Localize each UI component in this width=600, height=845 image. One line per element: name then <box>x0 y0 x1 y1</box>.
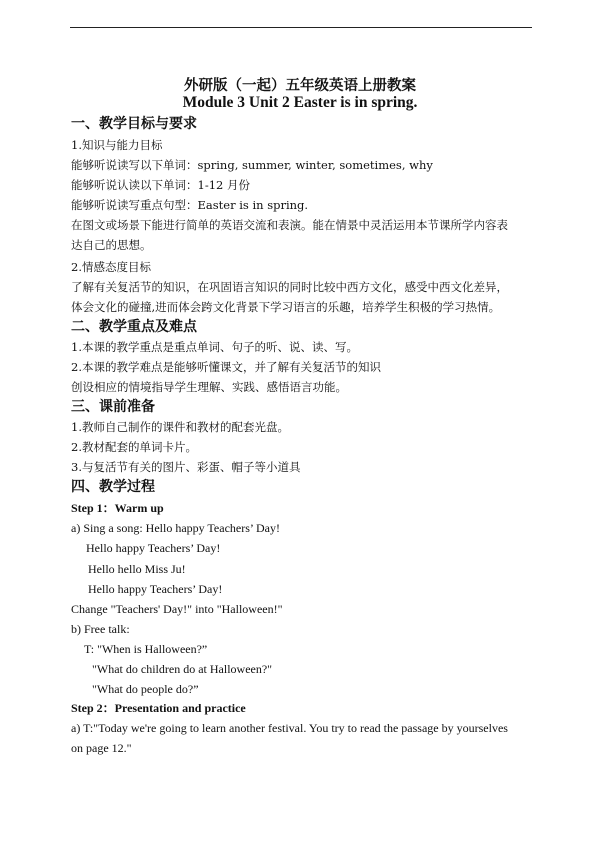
section-heading-1: 一、教学目标与要求 <box>71 116 197 132</box>
text-line: 2.本课的教学难点是能够听懂课文，并了解有关复活节的知识 <box>71 360 381 374</box>
text-line: 在图文或场景下能进行简单的英语交流和表演。能在情景中灵活运用本节课所学内容表 <box>71 218 508 232</box>
text-line: on page 12." <box>71 741 132 755</box>
text-line: 1.教师自己制作的课件和教材的配套光盘。 <box>71 420 289 434</box>
header-rule <box>70 27 532 28</box>
section-heading-4: 四、教学过程 <box>71 479 155 495</box>
step-heading-1: Step 1：Warm up <box>71 501 164 515</box>
song-line: Hello hello Miss Ju! <box>88 562 186 576</box>
section-heading-3: 三、课前准备 <box>71 399 155 415</box>
song-line: Hello happy Teachers’ Day! <box>88 582 223 596</box>
text-line: 能够听说读写重点句型：Easter is in spring. <box>71 198 309 212</box>
text-line: 1.知识与能力目标 <box>71 138 163 152</box>
document-subtitle: Module 3 Unit 2 Easter is in spring. <box>182 94 418 111</box>
text-line: 3.与复活节有关的图片、彩蛋、帽子等小道具 <box>71 460 301 474</box>
song-line: Hello happy Teachers’ Day! <box>86 541 221 555</box>
text-line: 1.本课的教学重点是重点单词、句子的听、说、读、写。 <box>71 340 358 354</box>
text-line: b) Free talk: <box>71 622 130 636</box>
text-line: 2.教材配套的单词卡片。 <box>71 440 197 454</box>
text-line: 能够听说读写以下单词：spring, summer, winter, sometimes, why <box>71 158 433 172</box>
text-line: 2.情感态度目标 <box>71 260 151 274</box>
text-line: Change "Teachers' Day!" into "Halloween!" <box>71 602 283 616</box>
dialogue-line: "What do children do at Halloween?" <box>92 662 273 676</box>
text-line: 了解有关复活节的知识，在巩固语言知识的同时比较中西方文化，感受中西文化差异， <box>71 280 508 294</box>
document-title: 外研版（一起）五年级英语上册教案 <box>184 78 416 94</box>
dialogue-line: T: "When is Halloween?” <box>84 642 208 656</box>
section-heading-2: 二、教学重点及难点 <box>71 319 197 335</box>
text-line: 达自己的思想。 <box>71 238 152 252</box>
dialogue-line: "What do people do?” <box>92 682 199 696</box>
text-line: 创设相应的情境指导学生理解、实践、感悟语言功能。 <box>71 380 347 394</box>
text-line: 能够听说认读以下单词：1-12 月份 <box>71 178 250 192</box>
text-line: a) T:"Today we're going to learn another festival. You try to read the passage by yourselves <box>71 721 508 735</box>
text-line: a) Sing a song: Hello happy Teachers’ Day! <box>71 521 280 535</box>
step-heading-2: Step 2：Presentation and practice <box>71 701 246 715</box>
text-line: 体会文化的碰撞,进而体会跨文化背景下学习语言的乐趣，培养学生积极的学习热情。 <box>71 300 501 314</box>
